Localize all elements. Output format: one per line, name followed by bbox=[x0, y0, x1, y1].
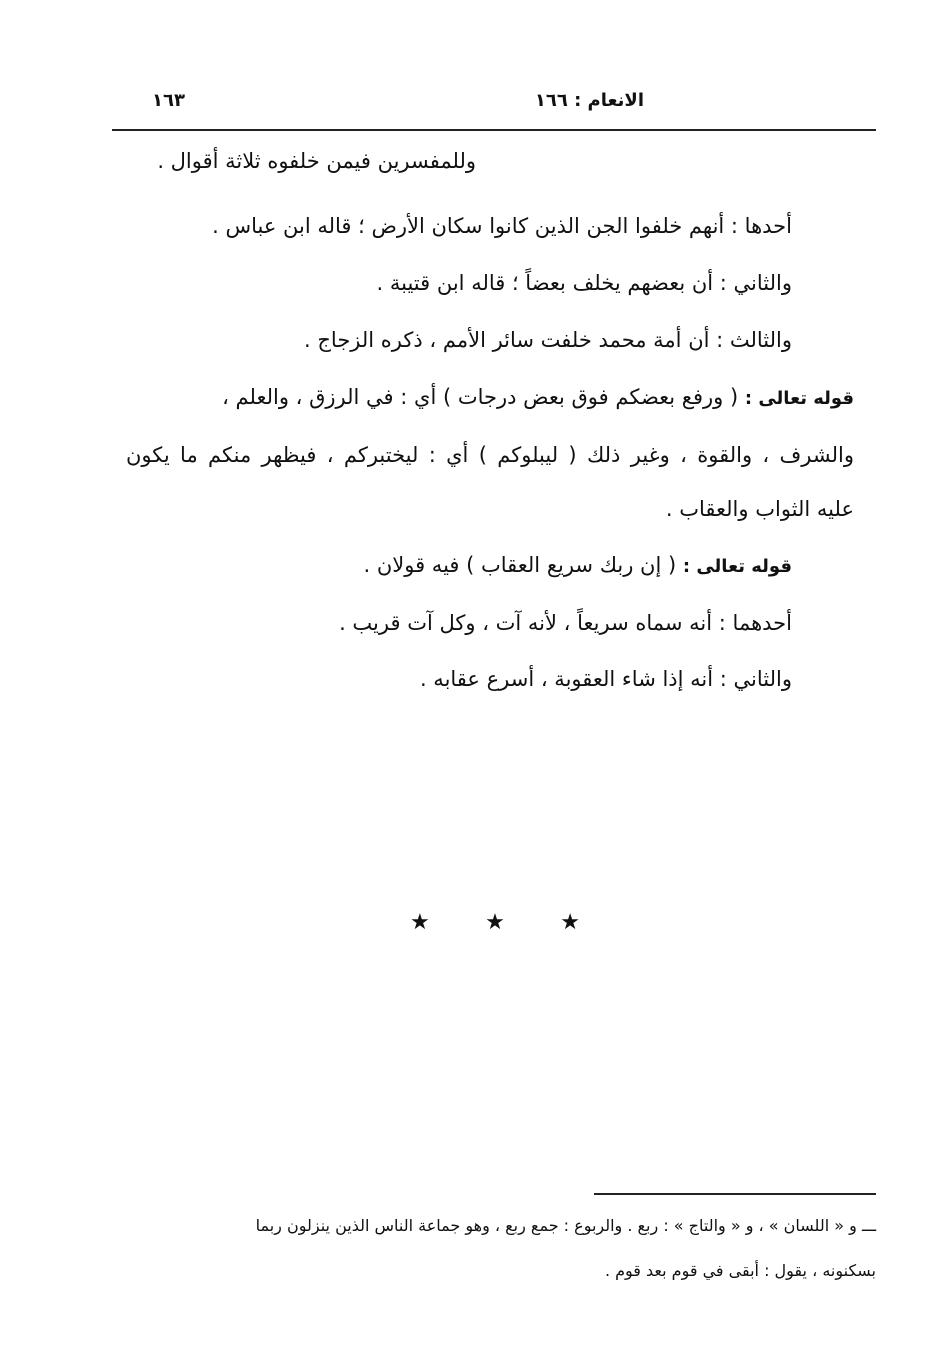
paragraph-5-line-2: والشرف ، والقوة ، وغير ذلك ( ليبلوكم ) أي : ليختبركم ، فيظهر منكم ما يكون bbox=[126, 443, 854, 467]
paragraph-5-line-3: عليه الثواب والعقاب . bbox=[665, 497, 854, 521]
paragraph-5-text: ( ورفع بعضكم فوق بعض درجات ) أي : في الرزق ، والعلم ، bbox=[222, 385, 739, 409]
page-header bbox=[112, 84, 876, 122]
verse-lead-label: قوله تعالى : bbox=[744, 388, 854, 409]
page-number: ١٦٣ bbox=[152, 90, 185, 111]
paragraph-5-line-1 bbox=[126, 382, 854, 414]
paragraph-1: وللمفسرين فيمن خلفوه ثلاثة أقوال . bbox=[157, 149, 476, 173]
star-icon: ★ bbox=[410, 910, 430, 935]
paragraph-4: والثالث : أن أمة محمد خلفت سائر الأمم ، ذكره الزجاج . bbox=[304, 328, 792, 352]
paragraph-6-text: ( إن ربك سريع العقاب ) فيه قولان . bbox=[363, 553, 677, 577]
header-rule bbox=[112, 129, 876, 131]
paragraph-3: والثاني : أن بعضهم يخلف بعضاً ؛ قاله ابن قتيبة . bbox=[376, 271, 792, 295]
verse-lead-label: قوله تعالى : bbox=[682, 556, 792, 577]
paragraph-2: أحدها : أنهم خلفوا الجن الذين كانوا سكان الأرض ؛ قاله ابن عباس . bbox=[212, 214, 792, 238]
paragraph-6 bbox=[364, 550, 793, 582]
running-title: الانعام : ١٦٦ bbox=[534, 90, 644, 111]
footnote-line-1: ـــ و « اللسان » ، و « والتاج » : ربع . والربوع : جمع ربع ، وهو جماعة الناس الذين ينزلون ربما bbox=[255, 1216, 876, 1235]
paragraph-8: والثاني : أنه إذا شاء العقوبة ، أسرع عقابه . bbox=[419, 667, 792, 691]
star-icon: ★ bbox=[485, 910, 505, 935]
paragraph-7: أحدهما : أنه سماه سريعاً ، لأنه آت ، وكل آت قريب . bbox=[339, 611, 792, 635]
footnote-rule bbox=[594, 1193, 876, 1195]
footnote-line-2: بسكنونه ، يقول : أبقى في قوم بعد قوم . bbox=[604, 1261, 876, 1280]
star-icon: ★ bbox=[560, 910, 580, 935]
section-separator bbox=[410, 908, 580, 938]
